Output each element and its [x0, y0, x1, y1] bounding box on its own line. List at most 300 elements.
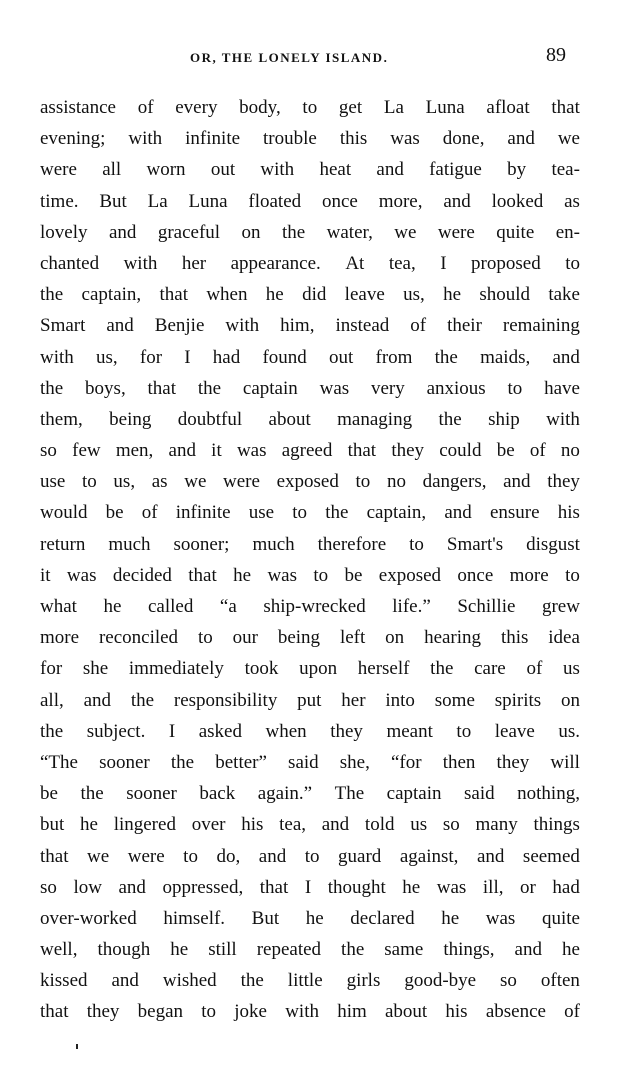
word: leave: [494, 720, 535, 742]
word: to: [183, 845, 198, 867]
word: the: [80, 783, 104, 805]
word: his: [445, 1001, 468, 1023]
text-line: [40, 716, 580, 747]
word: so: [40, 876, 57, 898]
word: ship-wrecked: [263, 596, 366, 617]
word: tea,: [388, 252, 416, 274]
word: the: [341, 939, 365, 961]
text-line: [40, 217, 580, 248]
word: him,: [280, 315, 315, 337]
word: no: [560, 440, 580, 462]
word: himself.: [163, 907, 226, 929]
word: the: [281, 221, 306, 243]
word: being: [109, 408, 152, 430]
text-line: [40, 903, 580, 934]
word: decided: [112, 564, 172, 586]
word: tea-: [551, 159, 580, 181]
word: with: [128, 128, 163, 150]
word: over: [191, 814, 226, 836]
text-line: [40, 934, 580, 965]
word: life.”: [392, 596, 431, 617]
word: sooner: [126, 783, 177, 805]
word: and: [507, 128, 535, 150]
word: chanted: [40, 252, 100, 274]
word: was: [485, 907, 516, 929]
word: leave: [344, 284, 385, 306]
word: were: [437, 221, 475, 243]
word: began: [137, 1001, 184, 1023]
word: Smart: [40, 315, 86, 337]
word: more: [509, 564, 549, 586]
word: he: [561, 939, 580, 961]
word: of: [526, 658, 543, 680]
word: done,: [442, 128, 485, 150]
word: us: [562, 658, 580, 680]
word: more: [40, 627, 80, 649]
word: though: [97, 939, 151, 961]
word: return: [40, 533, 86, 555]
word: was: [267, 564, 297, 586]
word: doubtful: [177, 408, 243, 430]
word: they: [330, 720, 363, 742]
word: ensure: [489, 502, 540, 524]
word: out: [210, 159, 236, 181]
word: thought: [327, 876, 386, 898]
word: evening;: [40, 128, 106, 150]
word: anxious: [426, 377, 486, 399]
word: left: [339, 627, 366, 649]
word: and: [111, 970, 139, 992]
text-line: [40, 591, 580, 622]
word: and: [108, 221, 137, 243]
word: what: [40, 596, 77, 617]
word: back: [199, 783, 236, 805]
word: some: [434, 689, 475, 711]
word: he: [402, 876, 421, 898]
text-line: [40, 404, 580, 435]
word: he: [233, 564, 252, 586]
word: be: [496, 440, 515, 462]
word: were: [127, 845, 165, 867]
word: But: [99, 190, 127, 212]
word: with: [123, 252, 158, 274]
word: they: [496, 751, 530, 773]
word: guard: [338, 845, 382, 867]
word: I: [184, 346, 191, 368]
word: of: [137, 97, 154, 118]
word: ill,: [482, 876, 504, 898]
word: that: [347, 440, 377, 462]
word: he: [443, 284, 461, 306]
word: en-: [555, 221, 580, 243]
word: maids,: [480, 346, 531, 368]
word: her: [341, 689, 366, 711]
word: meant: [386, 720, 433, 742]
word: and: [514, 939, 542, 961]
word: all,: [40, 689, 64, 711]
word: the: [170, 751, 195, 773]
word: us,: [96, 346, 118, 368]
word: to: [197, 627, 213, 649]
word: for: [139, 346, 163, 368]
word: lovely: [40, 221, 88, 243]
word: captain: [386, 783, 442, 805]
word: as: [564, 190, 580, 212]
word: La: [383, 97, 404, 118]
word: nothing,: [517, 783, 580, 805]
word: the: [430, 658, 454, 680]
word: few: [72, 440, 101, 462]
word: found: [262, 346, 307, 368]
word: all: [102, 159, 122, 181]
word: to: [292, 502, 308, 524]
word: sooner;: [173, 533, 230, 555]
word: that: [551, 97, 580, 118]
word: no: [386, 471, 406, 493]
word: it: [40, 564, 51, 586]
word: quite: [496, 221, 535, 243]
word: water,: [326, 221, 373, 243]
word: by: [507, 159, 527, 181]
word: said: [464, 783, 495, 805]
word: put: [297, 689, 322, 711]
word: was: [436, 876, 467, 898]
word: be: [40, 783, 58, 805]
word: the: [197, 377, 222, 399]
word: instead: [335, 315, 390, 337]
word: oppressed,: [162, 876, 244, 898]
text-line: [40, 154, 580, 185]
word: trouble: [263, 128, 317, 150]
word: appearance.: [230, 252, 321, 274]
word: him: [337, 1001, 367, 1023]
word: our: [232, 627, 258, 649]
word: that: [147, 377, 177, 399]
word: and: [552, 346, 580, 368]
word: he: [103, 596, 122, 617]
word: same: [384, 939, 424, 961]
word: use: [40, 471, 66, 493]
word: and: [118, 876, 146, 898]
word: “a: [219, 596, 237, 617]
word: afloat: [486, 97, 530, 118]
word: we: [184, 471, 207, 493]
word: his: [557, 502, 580, 524]
word: us: [410, 814, 428, 836]
word: tea,: [279, 814, 307, 836]
word: that: [40, 1001, 69, 1023]
word: seemed: [522, 845, 580, 867]
word: to: [201, 1001, 217, 1023]
word: absence: [485, 1001, 546, 1023]
word: could: [439, 440, 482, 462]
word: on: [560, 689, 580, 711]
word: so: [40, 440, 57, 462]
text-line: [40, 248, 580, 279]
text-line: [40, 841, 580, 872]
text-line: [40, 186, 580, 217]
word: joke: [234, 1001, 267, 1023]
word: he: [265, 284, 284, 306]
word: for: [40, 658, 63, 680]
word: should: [479, 284, 531, 306]
word: I: [440, 252, 447, 274]
word: more,: [378, 190, 423, 212]
word: often: [540, 970, 580, 992]
text-line: [40, 622, 580, 653]
word: did: [302, 284, 327, 306]
word: when: [206, 284, 248, 306]
word: into: [385, 689, 415, 711]
word: reconciled: [98, 627, 179, 649]
word: about: [268, 408, 311, 430]
word: heat: [319, 159, 352, 181]
text-line: [40, 466, 580, 497]
word: I: [304, 876, 312, 898]
word: use: [248, 502, 275, 524]
word: the: [130, 689, 155, 711]
word: that: [159, 284, 188, 306]
word: men,: [115, 440, 154, 462]
word: quite: [541, 907, 580, 929]
text-line: [40, 123, 580, 154]
word: she,: [339, 751, 370, 773]
word: responsibility: [173, 689, 278, 711]
text-line: [40, 965, 580, 996]
word: they: [547, 471, 580, 493]
word: sooner: [99, 751, 150, 773]
word: us,: [113, 471, 136, 493]
word: he: [170, 939, 189, 961]
word: herself: [357, 658, 410, 680]
word: over-worked: [40, 907, 137, 929]
word: against,: [399, 845, 459, 867]
word: with: [225, 315, 260, 337]
word: every: [175, 97, 218, 118]
word: and: [476, 845, 505, 867]
word: be: [105, 502, 124, 524]
word: with: [40, 346, 74, 368]
word: little: [287, 970, 323, 992]
word: idea: [548, 627, 580, 649]
word: lingered: [113, 814, 176, 836]
text-line: [40, 310, 580, 341]
word: to: [507, 377, 523, 399]
word: were: [40, 159, 77, 181]
word: ship: [488, 408, 520, 430]
word: with: [546, 408, 580, 430]
word: care: [474, 658, 506, 680]
word: to: [565, 252, 580, 274]
text-line: [40, 373, 580, 404]
word: her: [181, 252, 207, 274]
word: Luna: [188, 190, 228, 212]
word: that: [188, 564, 217, 586]
word: was: [390, 128, 420, 150]
text-line: [40, 435, 580, 466]
word: out: [329, 346, 354, 368]
word: proposed: [471, 252, 541, 274]
word: with: [260, 159, 295, 181]
word: to: [456, 720, 472, 742]
word: that: [259, 876, 289, 898]
word: disgust: [526, 533, 580, 555]
word: and: [503, 471, 531, 493]
word: La: [147, 190, 168, 212]
word: and: [444, 502, 472, 524]
word: his: [241, 814, 264, 836]
word: many: [475, 814, 518, 836]
word: they: [86, 1001, 120, 1023]
word: and: [258, 845, 287, 867]
word: the: [325, 502, 349, 524]
word: have: [544, 377, 580, 399]
word: time.: [40, 190, 79, 212]
word: that: [40, 845, 69, 867]
text-line: [40, 747, 580, 778]
word: was: [236, 440, 267, 462]
word: and: [443, 190, 471, 212]
word: he: [441, 907, 460, 929]
word: once: [321, 190, 358, 212]
word: of: [410, 315, 427, 337]
text-line: [40, 342, 580, 373]
word: very: [370, 377, 405, 399]
text-line: [40, 809, 580, 840]
word: so: [500, 970, 517, 992]
word: better”: [215, 751, 267, 773]
word: to: [313, 564, 329, 586]
word: kissed: [40, 970, 88, 992]
word: and: [376, 159, 404, 181]
word: to: [304, 845, 320, 867]
word: managing: [337, 408, 413, 430]
word: “for: [390, 751, 422, 773]
word: when: [265, 720, 307, 742]
word: fatigue: [429, 159, 482, 181]
word: had: [212, 346, 241, 368]
word: Smart's: [446, 533, 504, 555]
word: their: [447, 315, 482, 337]
word: and: [106, 315, 134, 337]
word: had: [552, 876, 580, 898]
word: this: [500, 627, 529, 649]
word: subject.: [86, 720, 146, 742]
word: much: [252, 533, 295, 555]
word: to: [355, 471, 371, 493]
word: told: [364, 814, 395, 836]
word: infinite: [185, 128, 241, 150]
word: do,: [216, 845, 241, 867]
word: with: [285, 1001, 319, 1023]
word: But: [251, 907, 280, 929]
text-line: [40, 685, 580, 716]
word: I: [168, 720, 176, 742]
word: the: [240, 970, 264, 992]
word: us.: [558, 720, 580, 742]
word: Luna: [425, 97, 465, 118]
word: be: [344, 564, 363, 586]
word: therefore: [317, 533, 387, 555]
word: dangers,: [422, 471, 487, 493]
word: it: [211, 440, 222, 462]
word: on: [385, 627, 405, 649]
word: them,: [40, 408, 83, 430]
word: then: [442, 751, 476, 773]
word: the: [438, 408, 462, 430]
word: boys,: [85, 377, 126, 399]
word: and: [168, 440, 196, 462]
word: and: [83, 689, 112, 711]
page-number: 89: [546, 44, 566, 66]
word: take: [548, 284, 580, 306]
word: well,: [40, 939, 78, 961]
word: were: [223, 471, 260, 493]
word: repeated: [256, 939, 322, 961]
word: still: [208, 939, 237, 961]
text-line: [40, 560, 580, 591]
word: was: [66, 564, 97, 586]
word: graceful: [157, 221, 221, 243]
word: of: [141, 502, 158, 524]
word: this: [339, 128, 368, 150]
running-title: OR, THE LONELY ISLAND.: [190, 50, 389, 65]
word: exposed: [276, 471, 339, 493]
word: immediately: [128, 658, 224, 680]
word: being: [277, 627, 321, 649]
word: worn: [146, 159, 186, 181]
word: the: [434, 346, 458, 368]
word: captain,: [81, 284, 142, 306]
word: At: [345, 252, 365, 274]
word: good-bye: [404, 970, 477, 992]
word: as: [151, 471, 168, 493]
word: floated: [248, 190, 302, 212]
word: the: [40, 720, 64, 742]
word: looked: [491, 190, 544, 212]
word: captain: [242, 377, 298, 399]
text-line: [40, 778, 580, 809]
word: asked: [198, 720, 242, 742]
word: upon: [299, 658, 338, 680]
word: and: [321, 814, 350, 836]
word: was: [319, 377, 350, 399]
text-line: [40, 279, 580, 310]
word: Benjie: [154, 315, 205, 337]
word: get: [338, 97, 363, 118]
word: took: [244, 658, 279, 680]
word: to: [409, 533, 424, 555]
text-line: [40, 529, 580, 560]
word: again.”: [257, 783, 313, 805]
text-line: [40, 996, 580, 1027]
word: or: [520, 876, 536, 898]
word: he: [305, 907, 324, 929]
word: we: [394, 221, 417, 243]
body-text: [40, 92, 580, 1028]
word: to: [565, 564, 580, 586]
word: the: [40, 284, 64, 306]
word: to: [302, 97, 318, 118]
word: remaining: [502, 315, 580, 337]
word: would: [40, 502, 88, 524]
word: we: [557, 128, 580, 150]
word: declared: [350, 907, 415, 929]
word: Schillie: [457, 596, 516, 617]
word: about: [384, 1001, 428, 1023]
word: called: [148, 596, 194, 617]
ink-speck: [76, 1044, 78, 1049]
